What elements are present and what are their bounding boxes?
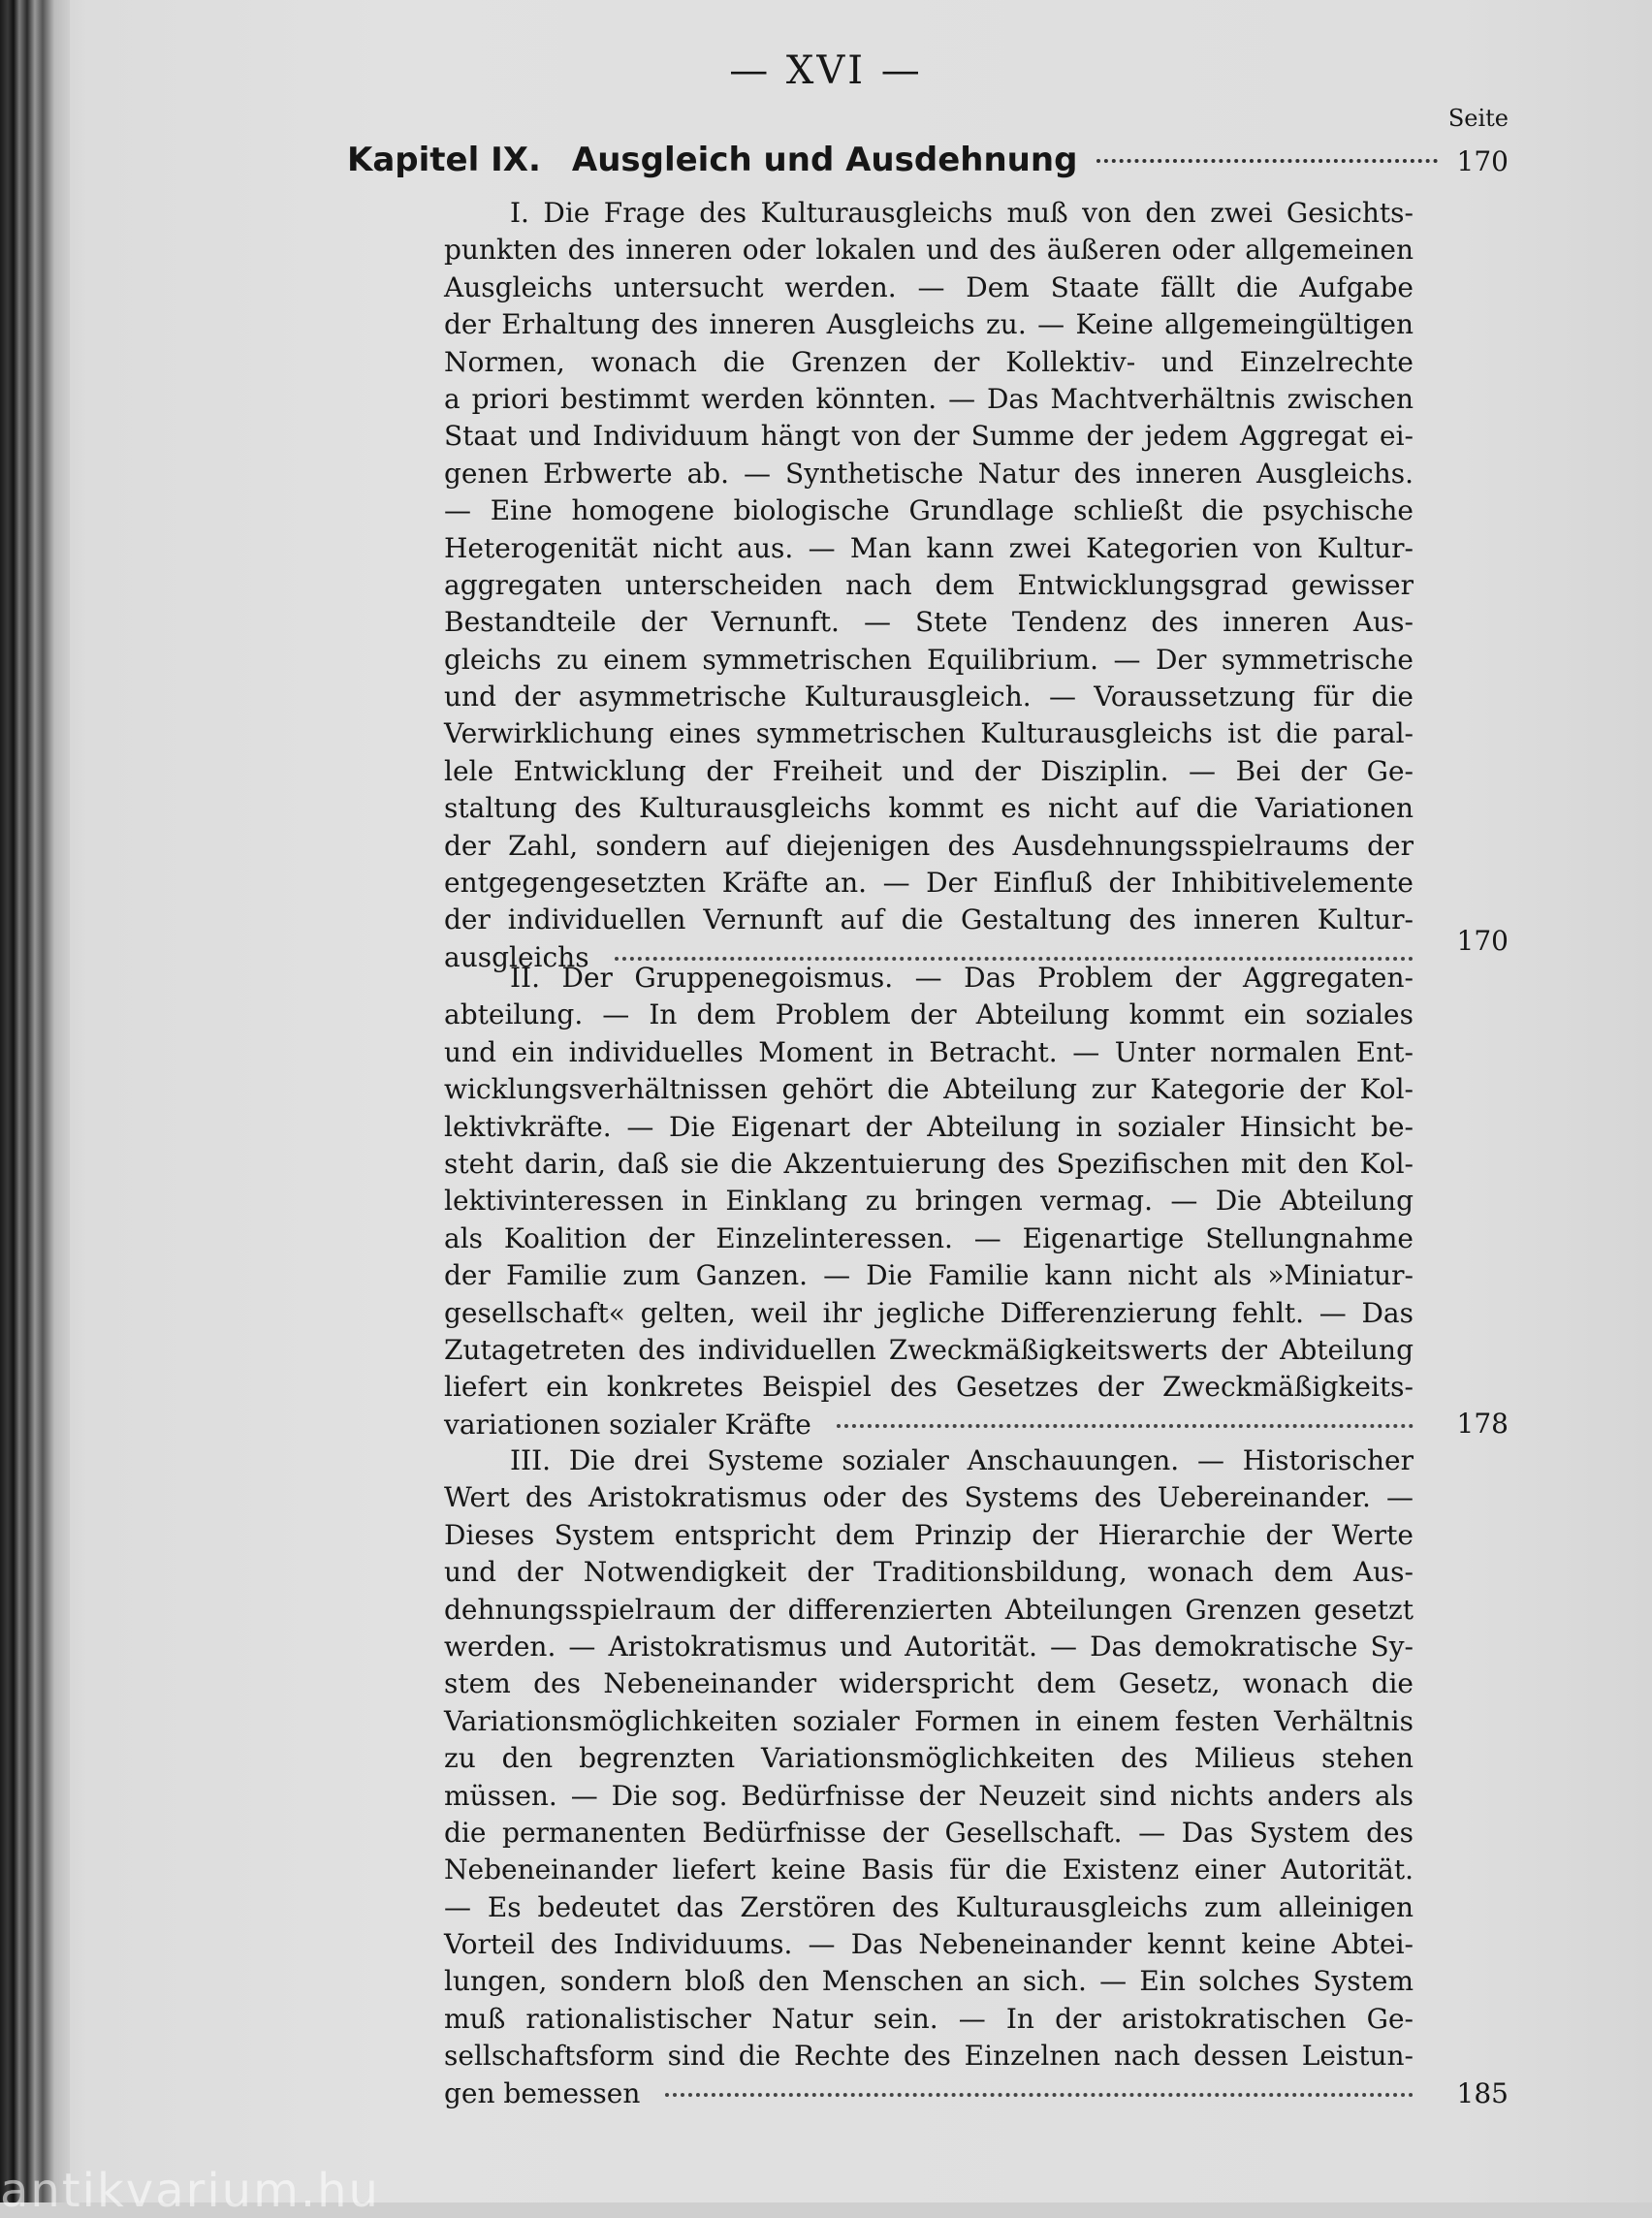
section-iii (444, 1442, 1414, 2112)
text-line: Verwirklichung eines symmetrischen Kulturausgleichs ist die paral- (444, 717, 1414, 750)
text-line: sellschaftsform sind die Rechte des Einzelnen nach dessen Leistun- (444, 2040, 1414, 2073)
text-line: Bestandteile der Vernunft. — Stete Tendenz des inneren Aus- (444, 606, 1414, 639)
text-line: der Familie zum Ganzen. — Die Familie kann nicht als »Miniatur- (444, 1259, 1414, 1292)
text-line: — Eine homogene biologische Grundlage schließt die psychische (444, 494, 1414, 527)
book-binding-edge (0, 0, 70, 2202)
chapter-page-ref: 170 (1456, 145, 1509, 177)
text-line: Variationsmöglichkeiten sozialer Formen in einem festen Verhältnis (444, 1704, 1414, 1737)
text-line: abteilung. — In dem Problem der Abteilung kommt ein soziales (444, 998, 1414, 1031)
dot-leader (665, 2093, 1414, 2097)
text-line: I. Die Frage des Kulturausgleichs muß von den zwei Gesichts- (510, 197, 1414, 229)
line-text: gen bemessen (444, 2076, 641, 2109)
section-i-page-ref: 170 (1456, 925, 1509, 957)
dot-leader (1096, 159, 1437, 163)
text-line: die permanenten Bedürfnisse der Gesellschaft. — Das System des (444, 1816, 1414, 1849)
text-line: steht darin, daß sie die Akzentuierung des Spezifischen mit den Kol- (444, 1147, 1414, 1180)
seite-column-label: Seite (1447, 105, 1509, 132)
chapter-heading (347, 141, 1509, 189)
text-line (444, 1407, 1414, 1443)
text-line: der Erhaltung des inneren Ausgleichs zu. — Keine allgemeingültigen (444, 308, 1414, 341)
text-line: Ausgleichs untersucht werden. — Dem Staate fällt die Aufgabe (444, 270, 1414, 303)
section-iii-page-ref: 185 (1456, 2077, 1509, 2109)
text-line: der individuellen Vernunft auf die Gestaltung des inneren Kultur- (444, 903, 1414, 936)
line-text: variationen sozialer Kräfte (444, 1408, 811, 1441)
text-line: a priori bestimmt werden könnten. — Das Machtverhältnis zwischen (444, 382, 1414, 415)
line-text: ausgleichs (444, 940, 589, 973)
text-line: gleichs zu einem symmetrischen Equilibrium. — Der symmetrische (444, 643, 1414, 676)
text-line: Dieses System entspricht dem Prinzip der Hierarchie der Werte (444, 1518, 1414, 1551)
text-line (444, 2075, 1414, 2112)
text-line: gesellschaft« gelten, weil ihr jegliche Differenzierung fehlt. — Das (444, 1296, 1414, 1329)
text-line: III. Die drei Systeme sozialer Anschauungen. — Historischer (510, 1444, 1414, 1476)
page-number: — XVI — (729, 48, 923, 93)
text-line: lektivkräfte. — Die Eigenart der Abteilung in sozialer Hinsicht be- (444, 1110, 1414, 1143)
text-line: Wert des Aristokratismus oder des Systems des Uebereinander. — (444, 1481, 1414, 1514)
text-line: II. Der Gruppenegoismus. — Das Problem der Aggregaten- (510, 962, 1414, 994)
chapter-title: Ausgleich und Ausdehnung (571, 141, 1078, 179)
text-line: aggregaten unterscheiden nach dem Entwicklungsgrad gewisser (444, 568, 1414, 601)
section-ii (444, 960, 1414, 1443)
text-line: Vorteil des Individuums. — Das Nebeneinander kennt keine Abtei- (444, 1928, 1414, 1961)
text-line: Normen, wonach die Grenzen der Kollektiv- und Einzelrechte (444, 345, 1414, 378)
text-line: liefert ein konkretes Beispiel des Gesetzes der Zweckmäßigkeits- (444, 1371, 1414, 1404)
text-line: — Es bedeutet das Zerstören des Kulturausgleichs zum alleinigen (444, 1890, 1414, 1923)
chapter-number: Kapitel IX. (347, 141, 541, 179)
text-line: und der Notwendigkeit der Traditionsbildung, wonach dem Aus- (444, 1556, 1414, 1589)
text-line: zu den begrenzten Variationsmöglichkeiten des Milieus stehen (444, 1742, 1414, 1775)
text-line: punkten des inneren oder lokalen und des äußeren oder allgemeinen (444, 234, 1414, 267)
text-line: Heterogenität nicht aus. — Man kann zwei Kategorien von Kultur- (444, 531, 1414, 564)
text-line: wicklungsverhältnissen gehört die Abteilung zur Kategorie der Kol- (444, 1073, 1414, 1106)
text-line: als Koalition der Einzelinteressen. — Eigenartige Stellungnahme (444, 1221, 1414, 1254)
text-line: lungen, sondern bloß den Menschen an sich. — Ein solches System (444, 1965, 1414, 1998)
section-i (444, 195, 1414, 976)
section-ii-page-ref: 178 (1456, 1408, 1509, 1440)
text-line: werden. — Aristokratismus und Autorität. — Das demokratische Sy- (444, 1630, 1414, 1663)
watermark: antikvarium.hu (0, 2164, 380, 2218)
text-line: muß rationalistischer Natur sein. — In der aristokratischen Ge- (444, 2002, 1414, 2035)
text-line: lele Entwicklung der Freiheit und der Disziplin. — Bei der Ge- (444, 754, 1414, 787)
text-line: Staat und Individuum hängt von der Summe der jedem Aggregat ei- (444, 420, 1414, 453)
text-line: müssen. — Die sog. Bedürfnisse der Neuzeit sind nichts anders als (444, 1779, 1414, 1812)
text-line: lektivinteressen in Einklang zu bringen vermag. — Die Abteilung (444, 1185, 1414, 1218)
text-line: stem des Nebeneinander widerspricht dem Gesetz, wonach die (444, 1667, 1414, 1700)
text-line: der Zahl, sondern auf diejenigen des Ausdehnungsspielraums der (444, 829, 1414, 862)
text-line: genen Erbwerte ab. — Synthetische Natur des inneren Ausgleichs. (444, 457, 1414, 490)
text-line: dehnungsspielraum der differenzierten Abteilungen Grenzen gesetzt (444, 1593, 1414, 1626)
text-line: Nebeneinander liefert keine Basis für die Existenz einer Autorität. (444, 1854, 1414, 1886)
text-line: und ein individuelles Moment in Betracht. — Unter normalen Ent- (444, 1035, 1414, 1068)
text-line: entgegengesetzten Kräfte an. — Der Einfluß der Inhibitivelemente (444, 867, 1414, 900)
text-line: und der asymmetrische Kulturausgleich. — Voraussetzung für die (444, 681, 1414, 713)
text-line: Zutagetreten des individuellen Zweckmäßigkeitswerts der Abteilung (444, 1333, 1414, 1366)
text-line: staltung des Kulturausgleichs kommt es nicht auf die Variationen (444, 792, 1414, 825)
dot-leader (837, 1424, 1414, 1428)
